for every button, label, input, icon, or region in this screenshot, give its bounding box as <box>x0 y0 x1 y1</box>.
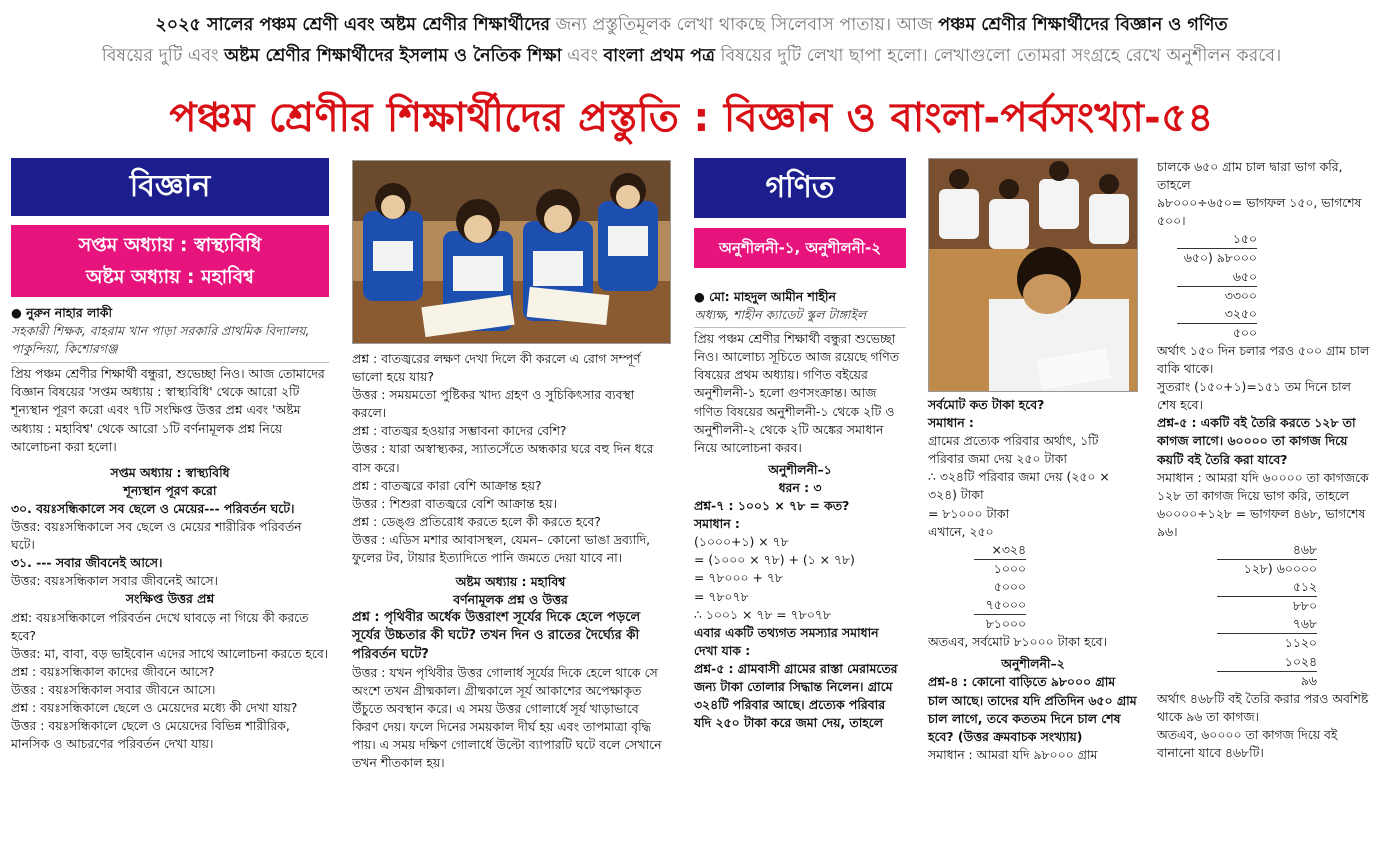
solution-text: সমাধান : আমরা যদি ৬০০০০ তা কাগজকে ১২৮ তা কাগজ দিয়ে ভাগ করি, তাহলে <box>1157 469 1369 503</box>
section-heading: ধরন : ৩ <box>778 479 822 495</box>
qa-item: প্রশ্ন : বয়ঃসন্ধিকাল কাদের জীবনে আসে? <box>11 663 215 679</box>
math-subtitle: অনুশীলনী-১, অনুশীলনী-২ <box>694 228 906 268</box>
solution-text: সুতরাং (১৫০+১)=১৫১ তম দিনে চাল শেষ হবে। <box>1157 379 1351 413</box>
intro-segment: বাংলা প্রথম পত্র <box>603 46 715 66</box>
solution-text: ∴ ৩২৪টি পরিবার জমা দেয় (২৫০ × ৩২৪) টাকা <box>928 469 1110 503</box>
intro-segment: বিষয়ের দুটি লেখা ছাপা হলো। লেখাগুলো তোমরা সংগ্রহে রেখে অনুশীলন করবে। <box>714 46 1282 66</box>
math-note: এবার একটি তথ্যগত সমস্যার সমাধান দেখা যাক : <box>694 624 879 658</box>
math-step: ৫১২ <box>1217 578 1317 597</box>
intro-segment: জন্য প্রস্তুতিমূলক লেখা থাকছে সিলেবাস পাতায়। আজ <box>550 15 939 35</box>
multiplication-work <box>974 541 1026 633</box>
question: প্রশ্ন-৭ : ১০০১ × ৭৮ = কত? <box>694 498 850 514</box>
math-final-column <box>1157 158 1372 762</box>
solution-text: ৯৮০০০÷৬৫০= ভাগফল ১৫০, ভাগশেষ ৫০০। <box>1157 195 1362 229</box>
author-name: ● মো: মাহদুল আমীন শাহীন <box>694 289 836 304</box>
math-step: (১০০০+১) × ৭৮ <box>694 534 789 550</box>
math-step: ৬৫০) ৯৮০০০ <box>1177 248 1257 267</box>
math-step: ∴ ১০০১ × ৭৮ = ৭৮০৭৮ <box>694 606 831 622</box>
science-continued-column <box>352 350 669 772</box>
section-heading: অনুশীলনী–১ <box>768 461 832 477</box>
question: প্রশ্ন-৫ : একটি বই তৈরি করতে ১২৮ তা কাগজ লাগে। ৬০০০০ তা কাগজ দিয়ে কয়টি বই তৈরি করা যাবে? <box>1157 415 1356 467</box>
qa-item: উত্তর: মা, বাবা, বড় ভাইবোন এদের সাথে আলোচনা করতে হবে। <box>11 645 329 661</box>
math-step: ×৩২৪ <box>974 541 1026 560</box>
question: সর্বমোট কত টাকা হবে? <box>928 397 1045 412</box>
qa-item: প্রশ্ন : ডেঙ্গু প্রতিরোধ করতে হলে কী করতে হবে? <box>352 513 601 529</box>
section-heading: সংক্ষিপ্ত উত্তর প্রশ্ন <box>125 591 215 607</box>
intro-segment: বিষয়ের দুটি এবং <box>101 46 225 66</box>
qa-item: উত্তর : যারা অস্বাস্থ্যকর, স্যাতসেঁতে অন্ধকার ঘরে বহু দিন ধরে বাস করে। <box>352 441 654 475</box>
question: প্রশ্ন-৪ : কোনো বাড়িতে ৯৮০০০ গ্রাম চাল আছে। তাদের যদি প্রতিদিন ৬৫০ গ্রাম চাল লাগে, তবে কততম দিনে চাল শেষ হবে? (উত্তর ক্রমবাচক সংখ্যায়) <box>928 674 1137 744</box>
math-step: ৮১০০০ <box>985 616 1026 632</box>
question: ৩১. --- সবার জীবনেই আসে। <box>11 555 163 571</box>
chapter-label: অষ্টম অধ্যায় : মহাবিশ্ব <box>85 266 255 288</box>
math-step: ৬৫০ <box>1177 268 1257 287</box>
answer: উত্তর: বয়ঃসন্ধিকালে সব ছেলে ও মেয়ের শারীরিক পরিবর্তন ঘটে। <box>11 519 302 553</box>
intro-segment: অষ্টম শ্রেণীর শিক্ষার্থীদের <box>380 15 551 35</box>
intro-segment: অষ্টম শ্রেণীর শিক্ষার্থীদের ইসলাম ও নৈতিক শিক্ষা <box>224 46 562 66</box>
math-step: ৫০০০ <box>993 578 1026 594</box>
math-column <box>694 158 906 732</box>
math-step: ১৫০ <box>1232 231 1257 247</box>
long-division-1 <box>1177 230 1257 342</box>
math-step: ৩৩০০ <box>1224 287 1257 303</box>
solution-text: অর্থাৎ ৪৬৮টি বই তৈরি করার পরও অবশিষ্ট থাকে ৯৬ তা কাগজ। <box>1157 690 1369 724</box>
answer: উত্তর: বয়ঃসন্ধিকাল সবার জীবনেই আসে। <box>11 573 218 589</box>
math-step: ৫০০ <box>1232 324 1257 340</box>
solution-text: = ৮১০০০ টাকা <box>928 505 1010 521</box>
author-name: ● নুরুন নাহার লাকী <box>11 305 112 320</box>
math-step: = ৭৮০৭৮ <box>694 588 749 604</box>
intro-segment: পঞ্চম শ্রেণীর শিক্ষার্থীদের বিজ্ঞান ও গণিত <box>938 15 1228 35</box>
solution-text: গ্রামের প্রত্যেক পরিবার অর্থাৎ, ১টি পরিবার জমা দেয় ২৫০ টাকা <box>928 433 1099 467</box>
qa-item: উত্তর : শিশুরা বাতজ্বরে বেশি আক্রান্ত হয়। <box>352 495 557 511</box>
intro-segment: এবং <box>561 46 604 66</box>
math-title: গণিত <box>694 158 906 218</box>
math-step: ৭৫০০০ <box>974 596 1026 615</box>
science-title: বিজ্ঞান <box>11 158 329 216</box>
student-writing-photo <box>928 158 1138 392</box>
solution-text: সমাধান : আমরা যদি ৯৮০০০ গ্রাম <box>928 746 1098 762</box>
math-step: ১০২৪ <box>1217 653 1317 672</box>
author-desc: সহকারী শিক্ষক, বাহরাম খান পাড়া সরকারি প্রাথমিক বিদ্যালয়, পাকুন্দিয়া, কিশোরগঞ্জ <box>11 323 310 357</box>
intro-segment: ২০২৫ সালের <box>155 15 260 35</box>
question: ৩০. বয়ঃসন্ধিকালে সব ছেলে ও মেয়ের--- পরিবর্তন ঘটে। <box>11 500 295 516</box>
students-photo <box>352 160 671 344</box>
qa-item: প্রশ্ন : বাতজ্বরের লক্ষণ দেখা দিলে কী করলে এ রোগ সম্পূর্ণ ভালো হয়ে যায়? <box>352 351 641 385</box>
section-heading: অষ্টম অধ্যায় : মহাবিশ্ব <box>455 574 566 590</box>
section-heading: বর্ণনামূলক প্রশ্ন ও উত্তর <box>453 592 568 608</box>
section-heading: অনুশীলনী–২ <box>1001 656 1065 672</box>
section-heading: শূন্যস্থান পূরণ করো <box>123 482 217 498</box>
article-intro: প্রিয় পঞ্চম শ্রেণীর শিক্ষার্থী বন্ধুরা, শুভেচ্ছা নিও। আজ তোমাদের বিজ্ঞান বিষয়ের 'সপ্তম অধ্যায় : স্বাস্থ্যবিধি' থেকে আরো ২টি শূন্যস্থান পূরণ করো এবং ৭টি সংক্ষিপ্ত উত্তর প্রশ্ন এবং 'অষ্টম অধ্যায় : মহাবিশ্ব' থেকে আরো ১টি বর্ণনামূলক প্রশ্ন নিয়ে আলোচনা করা হলো। <box>11 362 329 455</box>
intro-segment: পঞ্চম শ্রেণী <box>259 15 338 35</box>
long-division-2 <box>1217 541 1317 690</box>
math-step: ১১২০ <box>1284 635 1317 651</box>
math-step: ৭৬৮ <box>1217 615 1317 634</box>
math-step: = ৭৮০০০ + ৭৮ <box>694 570 783 586</box>
solution-text: চালকে ৬৫০ গ্রাম চাল দ্বারা ভাগ করি, তাহলে <box>1157 159 1343 193</box>
math-continued-column <box>928 396 1138 764</box>
math-step: ৩২৫০ <box>1177 305 1257 324</box>
solution-label: সমাধান : <box>694 516 740 532</box>
math-step: = (১০০০ × ৭৮) + (১ × ৭৮) <box>694 552 855 568</box>
intro-text <box>0 10 1383 72</box>
section-heading: সপ্তম অধ্যায় : স্বাস্থ্যবিধি <box>110 464 230 480</box>
math-step: ১০০০ <box>993 560 1026 576</box>
math-step: ১২৮) ৬০০০০ <box>1217 559 1317 578</box>
science-column <box>11 158 329 753</box>
math-step: ৮৮০ <box>1292 598 1317 614</box>
student-writing-image <box>929 159 1137 391</box>
solution-text: অতএব, ৬০০০০ তা কাগজ দিয়ে বই বানানো যাবে ৪৬৮টি। <box>1157 726 1338 760</box>
science-chapters-box <box>11 225 329 297</box>
qa-item: উত্তর : বয়ঃসন্ধিকালে ছেলে ও মেয়েদের বিভিন্ন শারীরিক, মানসিক ও আচরণের পরিবর্তন দেখা যায়। <box>11 718 290 752</box>
qa-item: প্রশ্ন : বয়ঃসন্ধিকালে ছেলে ও মেয়েদের মধ্যে কী দেখা যায়? <box>11 699 298 715</box>
qa-item: প্রশ্ন : বাতজ্বরে কারা বেশি আক্রান্ত হয়? <box>352 477 542 493</box>
math-step: ৯৬ <box>1300 672 1317 688</box>
solution-text: অতএব, সর্বমোট ৮১০০০ টাকা হবে। <box>928 634 1107 650</box>
qa-item: উত্তর : সময়মতো পুষ্টিকর খাদ্য গ্রহণ ও সুচিকিৎসার ব্যবস্থা করলে। <box>352 387 635 421</box>
math-step: ৪৬৮ <box>1292 541 1317 557</box>
question: প্রশ্ন : পৃথিবীর অর্ধেক উত্তরাংশ সূর্যের দিকে হেলে পড়লে সূর্যের উচ্চতার কী ঘটে? তখন দিন ও রাতের দৈর্ঘ্যের কী পরিবর্তন ঘটে? <box>352 610 641 662</box>
answer: উত্তর : যখন পৃথিবীর উত্তর গোলার্ধ সূর্যের দিকে হেলে থাকে সে অংশে তখন গ্রীষ্মকাল। গ্রীষ্মকালে সূর্য আকাশের অপেক্ষাকৃত উঁচুতে অবস্থান করে। এ সময় উত্তর গোলার্ধে সূর্য খাড়াভাবে কিরণ দেয়। ফলে দিনের সময়কাল দীর্ঘ হয় এবং তাপমাত্রা বৃদ্ধি পায়। এ সময় দক্ষিণ গোলার্ধে উল্টো ব্যাপারটি ঘটে বলে সেখানে তখন শীতকাল হয়। <box>352 664 662 771</box>
qa-item: উত্তর : এডিস মশার আবাসস্থল, যেমন– কোনো ভাঙা দ্রব্যাদি, ফুলের টব, টায়ার ইত্যাদিতে পানি জমতে দেয়া যাবে না। <box>352 531 651 566</box>
solution-text: ৬০০০০÷১২৮ = ভাগফল ৪৬৮, ভাগশেষ ৯৬। <box>1157 505 1366 539</box>
students-reading-image <box>353 161 670 343</box>
solution-text: এখানে, ২৫০ <box>928 523 994 539</box>
qa-item: প্রশ্ন : বাতজ্বর হওয়ার সম্ভাবনা কাদের বেশি? <box>352 423 567 439</box>
question: প্রশ্ন-৫ : গ্রামবাসী গ্রামের রাস্তা মেরামতের জন্য টাকা তোলার সিদ্ধান্ত নিলেন। গ্রামে ৩২৪টি পরিবার আছে। প্রত্যেক পরিবার যদি ২৫০ টাকা করে জমা দেয়, তাহলে <box>694 660 898 731</box>
solution-text: অর্থাৎ ১৫০ দিন চলার পরও ৫০০ গ্রাম চাল বাকি থাকে। <box>1157 342 1370 377</box>
qa-item: প্রশ্ন: বয়ঃসন্ধিকালে পরিবর্তন দেখে ঘাবড়ে না গিয়ে কী করতে হবে? <box>11 609 309 643</box>
solution-label: সমাধান : <box>928 415 974 431</box>
page-headline: পঞ্চম শ্রেণীর শিক্ষার্থীদের প্রস্তুতি : বিজ্ঞান ও বাংলা-পর্বসংখ্যা-৫৪ <box>169 95 1214 141</box>
article-intro: প্রিয় পঞ্চম শ্রেণীর শিক্ষার্থী বন্ধুরা শুভেচ্ছা নিও। আলোচ্য সূচিতে আজ রয়েছে গণিত বিষয়ের প্রথম অধ্যায়। গণিত বইয়ের অনুশীলনী-১ হলো গুণসংক্রান্ত। আজ গণিত বিষয়ের অনুশীলনী-১ থেকে ২টি ও অনুশীলনী-২ থেকে ২টি অঙ্কের সমাধান নিয়ে আলোচনা করব। <box>694 327 906 457</box>
intro-segment: এবং <box>337 15 381 35</box>
chapter-label: সপ্তম অধ্যায় : স্বাস্থ্যবিধি <box>78 234 262 256</box>
author-desc: অধ্যক্ষ, শাহীন ক্যাডেট স্কুল টাঙ্গাইল <box>694 307 867 323</box>
qa-item: উত্তর : বয়ঃসন্ধিকাল সবার জীবনে আসে। <box>11 681 216 697</box>
